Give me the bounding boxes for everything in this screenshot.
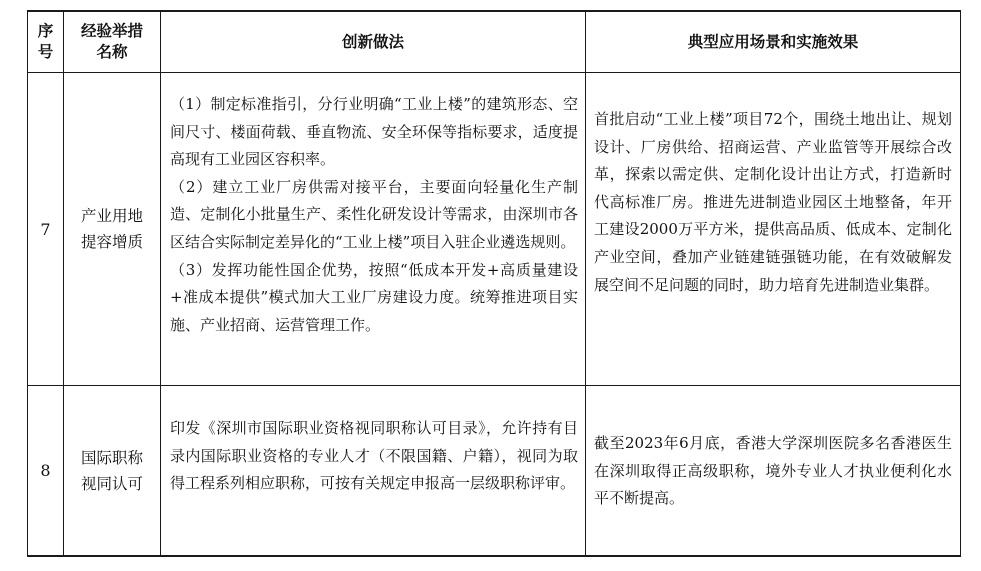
row-8-method-item-1: 印发《深圳市国际职业资格视同职称认可目录》，允许持有目录内国际职业资格的专业人才（不限国籍、户籍），视同为取得工程系列相应职称，可按有关规定申报高一层级职称评审。 [170, 419, 578, 493]
row-7-method-item-3: （3）发挥功能性国企优势，按照“低成本开发+高质量建设+准成本提供”模式加大工业厂房建设力度。统筹推进项目实施、产业招商、运营管理工作。 [170, 260, 578, 334]
row-7-index: 7 [40, 219, 51, 239]
row-7-method [170, 91, 578, 339]
header-method: 创新做法 [341, 32, 404, 51]
col-divider-2 [160, 10, 161, 557]
row-8-name: 国际职称 视同认可 [80, 448, 143, 493]
row-8-effect: 截至2023年6月底，香港大学深圳医院多名香港医生在深圳取得正高级职称，境外专业人才执业便利化水平不断提高。 [594, 434, 952, 508]
row-7-name: 产业用地 提容增质 [80, 207, 143, 251]
row-8-method [170, 415, 578, 498]
row-8-index: 8 [40, 461, 51, 480]
col-divider-3 [585, 10, 586, 557]
row-7-method-item-1: （1）制定标准指引，分行业明确“工业上楼”的建筑形态、空间尺寸、楼面荷载、垂直物流、安全环保等指标要求，适度提高现有工业园区容积率。 [170, 95, 578, 169]
header-index: 序 号 [37, 22, 54, 61]
table-bottom-border [27, 555, 961, 557]
table-right-border [960, 10, 961, 557]
row-7-effect: 首批启动“工业上楼”项目72个，围绕土地出让、规划设计、厂房供给、招商运营、产业监管等开展综合改革，探索以需定供、定制化设计出让方式，打造新时代高标准厂房。推进先进制造业园区土地整备，年开工建设2000万平方米，提供高品质、低成本、定制化产业空间，叠加产业链建链强链功能，在有效破解发展空间不足问题的同时，助力培育先进制造业集群。 [594, 110, 952, 294]
header-bottom-border [27, 72, 961, 73]
row-divider [27, 385, 961, 386]
row-7-method-item-2: （2）建立工业厂房供需对接平台，主要面向轻量化生产制造、定制化小批量生产、柔性化研发设计等需求，由深圳市各区结合实际制定差异化的“工业上楼”项目入驻企业遴选规则。 [170, 177, 578, 251]
header-effect: 典型应用场景和实施效果 [687, 32, 859, 51]
header-name: 经验举措 名称 [80, 22, 143, 61]
